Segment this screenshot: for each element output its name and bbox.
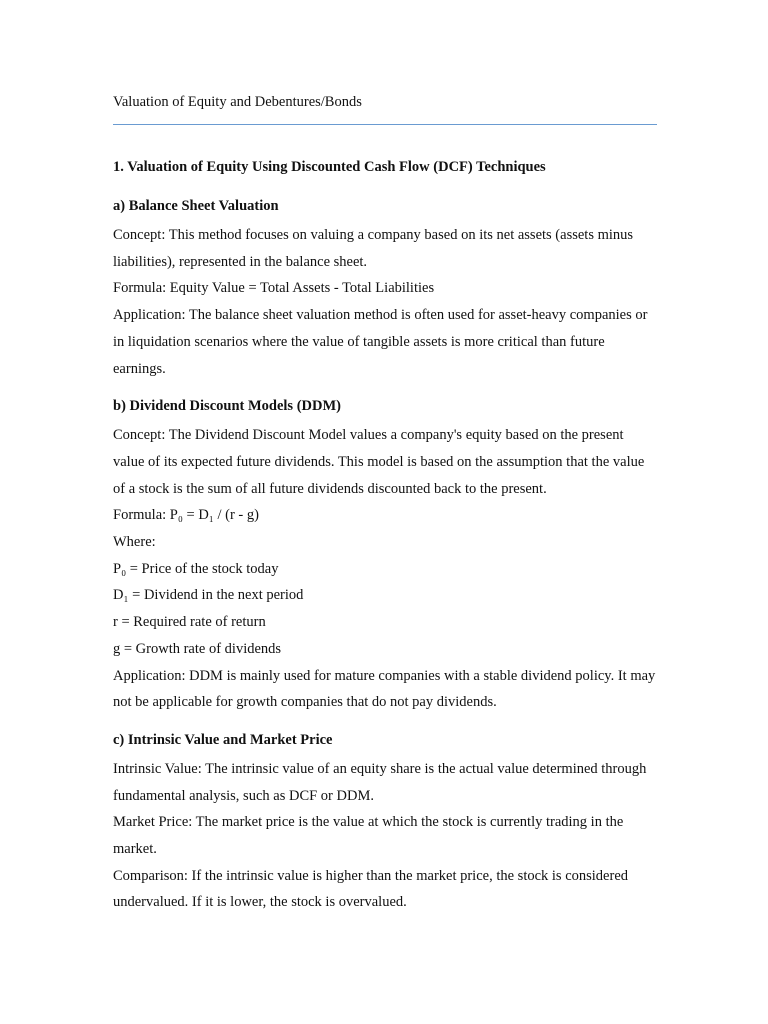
application-paragraph-a: Application: The balance sheet valuation method is often used for asset-heavy companies or in liquidation scenarios where the value of tangible assets is more critical than future earnings.	[113, 307, 648, 377]
subsection-ddm	[113, 396, 658, 716]
subsection-balance-sheet	[113, 196, 658, 382]
definition-g: g = Growth rate of dividends	[113, 640, 282, 657]
intrinsic-value-paragraph: Intrinsic Value: The intrinsic value of an equity share is the actual value determined through fundamental analysis, such as DCF or DDM.	[113, 760, 647, 804]
definition-p0: P₀ = Price of the stock today	[113, 560, 279, 577]
formula-paragraph-a: Formula: Equity Value = Total Assets - Total Liabilities	[113, 280, 435, 297]
concept-paragraph-a: Concept: This method focuses on valuing a company based on its net assets (assets minus liabilities), represented in the balance sheet.	[113, 227, 634, 270]
document-title: Valuation of Equity and Debentures/Bonds	[113, 94, 362, 110]
subsection-heading-c: c) Intrinsic Value and Market Price	[113, 731, 333, 748]
subsection-intrinsic-market	[113, 730, 658, 916]
subsection-heading-a: a) Balance Sheet Valuation	[113, 198, 279, 214]
title-divider	[113, 124, 657, 125]
document-body	[113, 157, 658, 916]
market-price-paragraph: Market Price: The market price is the value at which the stock is currently trading in the market.	[113, 814, 624, 858]
formula-paragraph-b: Formula: P₀ = D₁ / (r - g)	[113, 507, 259, 524]
section-heading: 1. Valuation of Equity Using Discounted Cash Flow (DCF) Techniques	[113, 159, 546, 175]
concept-paragraph-b: Concept: The Dividend Discount Model values a company's equity based on the present value of its expected future dividends. This model is based on the assumption that the value of a stock is the sum of all future dividends discounted back to the present.	[113, 427, 645, 497]
application-paragraph-b: Application: DDM is mainly used for mature companies with a stable dividend policy. It may not be applicable for growth companies that do not pay dividends.	[113, 667, 656, 711]
subsection-heading-b: b) Dividend Discount Models (DDM)	[113, 398, 341, 415]
where-label: Where:	[113, 534, 156, 551]
definition-r: r = Required rate of return	[113, 614, 266, 631]
definition-d1: D₁ = Dividend in the next period	[113, 587, 304, 604]
comparison-paragraph: Comparison: If the intrinsic value is higher than the market price, the stock is considered undervalued. If it is lower, the stock is overvalued.	[113, 867, 629, 911]
